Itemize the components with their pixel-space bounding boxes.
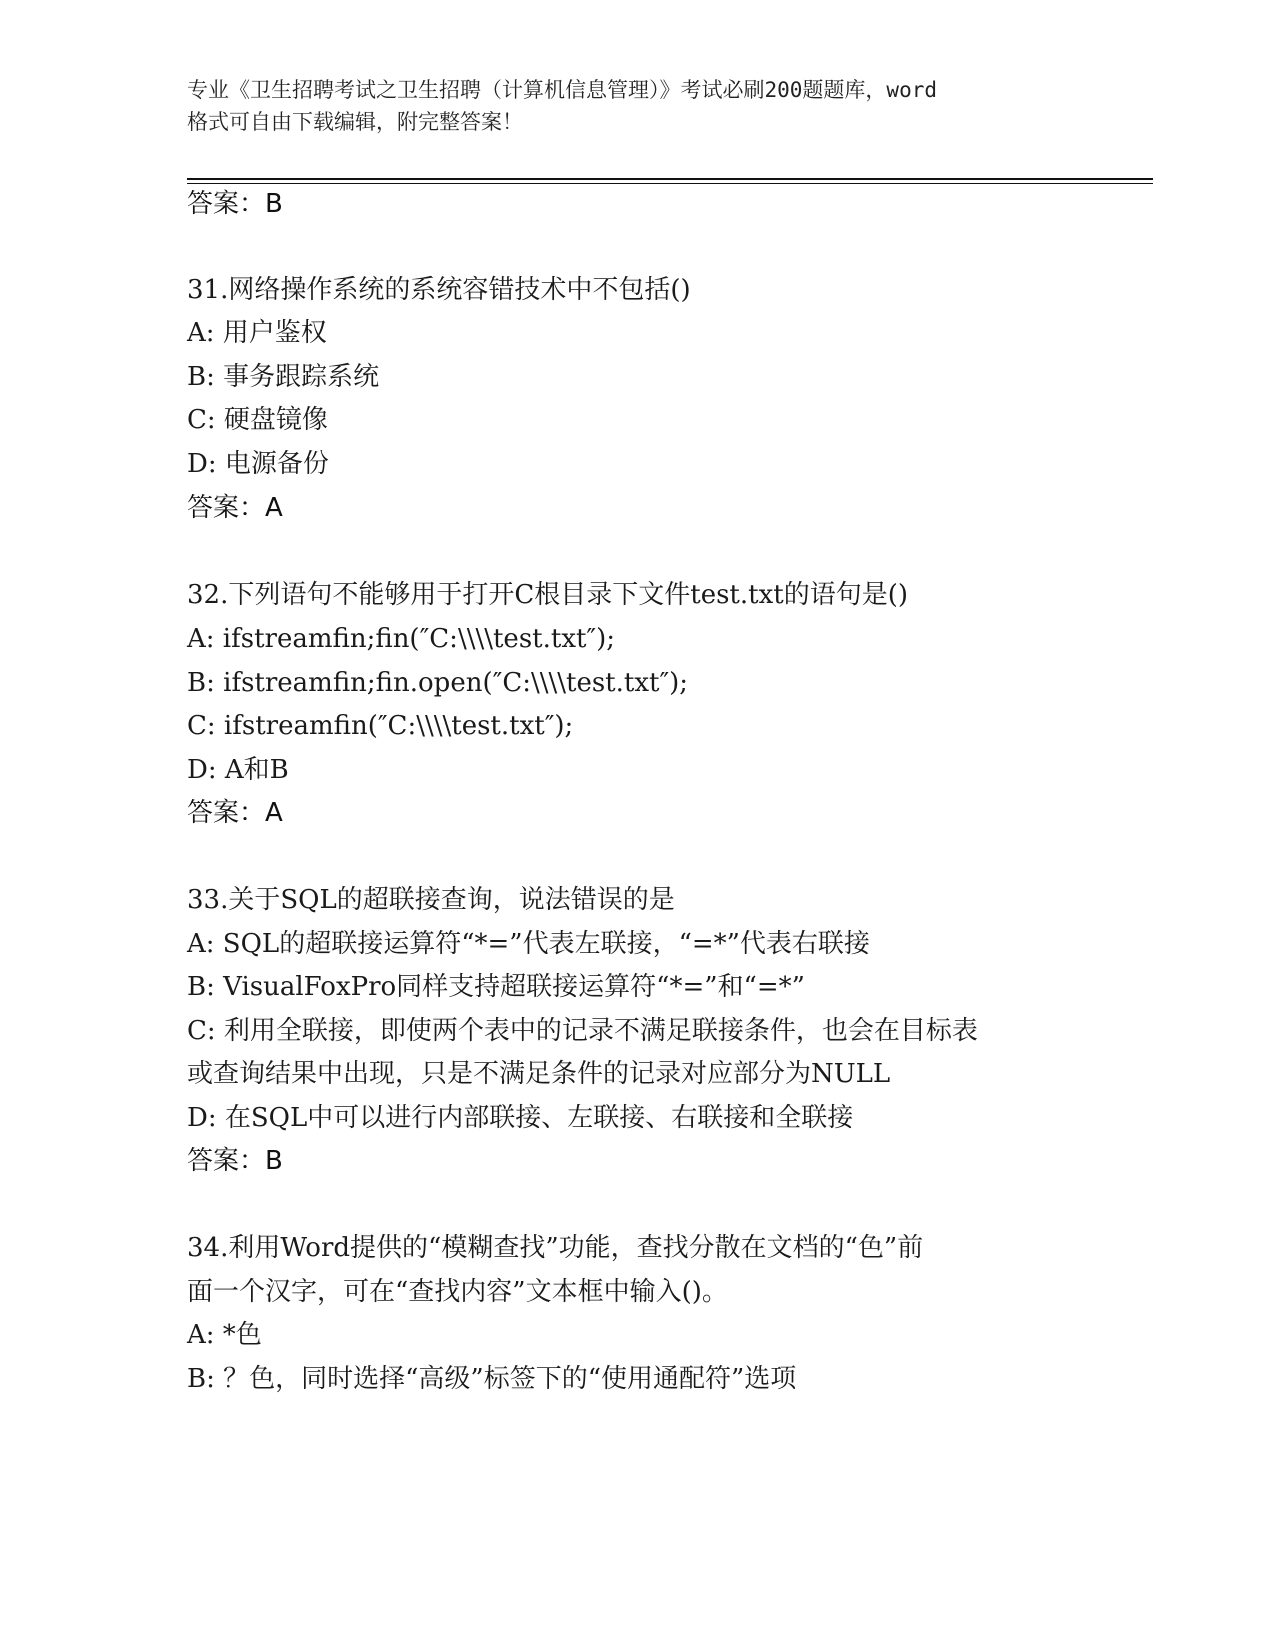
question-33-option-b: B: VisualFoxPro同样支持超联接运算符“*=”和“=*” bbox=[187, 972, 805, 1002]
question-33-option-c: C: 利用全联接，即使两个表中的记录不满足联接条件，也会在目标表 bbox=[187, 1016, 978, 1046]
question-31-option-b: B: 事务跟踪系统 bbox=[187, 362, 380, 392]
answer-32: 答案：A bbox=[187, 798, 283, 828]
question-31-option-c: C: 硬盘镜像 bbox=[187, 405, 328, 435]
question-34-option-a: A: *色 bbox=[187, 1320, 262, 1350]
question-32-option-a: A: ifstreamfin;fin(″C:\\\\test.txt″); bbox=[187, 624, 616, 654]
question-33-option-a: A: SQL的超联接运算符“*=”代表左联接，“=*”代表右联接 bbox=[187, 929, 870, 959]
answer-33: 答案：B bbox=[187, 1146, 283, 1176]
question-34-option-b: B: ？色，同时选择“高级”标签下的“使用通配符”选项 bbox=[187, 1364, 797, 1394]
question-33-option-c-cont: 或查询结果中出现，只是不满足条件的记录对应部分为NULL bbox=[187, 1059, 891, 1089]
question-32-option-d: D: A和B bbox=[187, 755, 289, 785]
answer-31: 答案：A bbox=[187, 493, 283, 523]
question-34-stem: 34.利用Word提供的“模糊查找”功能，查找分散在文档的“色”前 bbox=[187, 1233, 924, 1263]
header-rule-thick bbox=[187, 178, 1153, 180]
question-32-stem: 32.下列语句不能够用于打开C根目录下文件test.txt的语句是() bbox=[187, 580, 908, 610]
answer-30: 答案：B bbox=[187, 189, 283, 219]
question-33-stem: 33.关于SQL的超联接查询，说法错误的是 bbox=[187, 885, 675, 915]
question-34-stem-cont: 面一个汉字，可在“查找内容”文本框中输入()。 bbox=[187, 1277, 728, 1307]
question-33-option-d: D: 在SQL中可以进行内部联接、左联接、右联接和全联接 bbox=[187, 1103, 854, 1133]
page-header bbox=[187, 74, 1087, 138]
header-rule-thin bbox=[187, 183, 1153, 184]
question-32-option-c: C: ifstreamfin(″C:\\\\test.txt″); bbox=[187, 711, 574, 741]
header-line-2: 格式可自由下载编辑，附完整答案！ bbox=[187, 110, 523, 134]
question-31-option-a: A: 用户鉴权 bbox=[187, 318, 327, 348]
question-32-option-b: B: ifstreamfin;fin.open(″C:\\\\test.txt″); bbox=[187, 668, 689, 698]
header-line-1: 专业《卫生招聘考试之卫生招聘（计算机信息管理）》考试必刷200题题库，word bbox=[187, 78, 937, 102]
question-31-stem: 31.网络操作系统的系统容错技术中不包括() bbox=[187, 275, 691, 305]
question-31-option-d: D: 电源备份 bbox=[187, 449, 329, 479]
